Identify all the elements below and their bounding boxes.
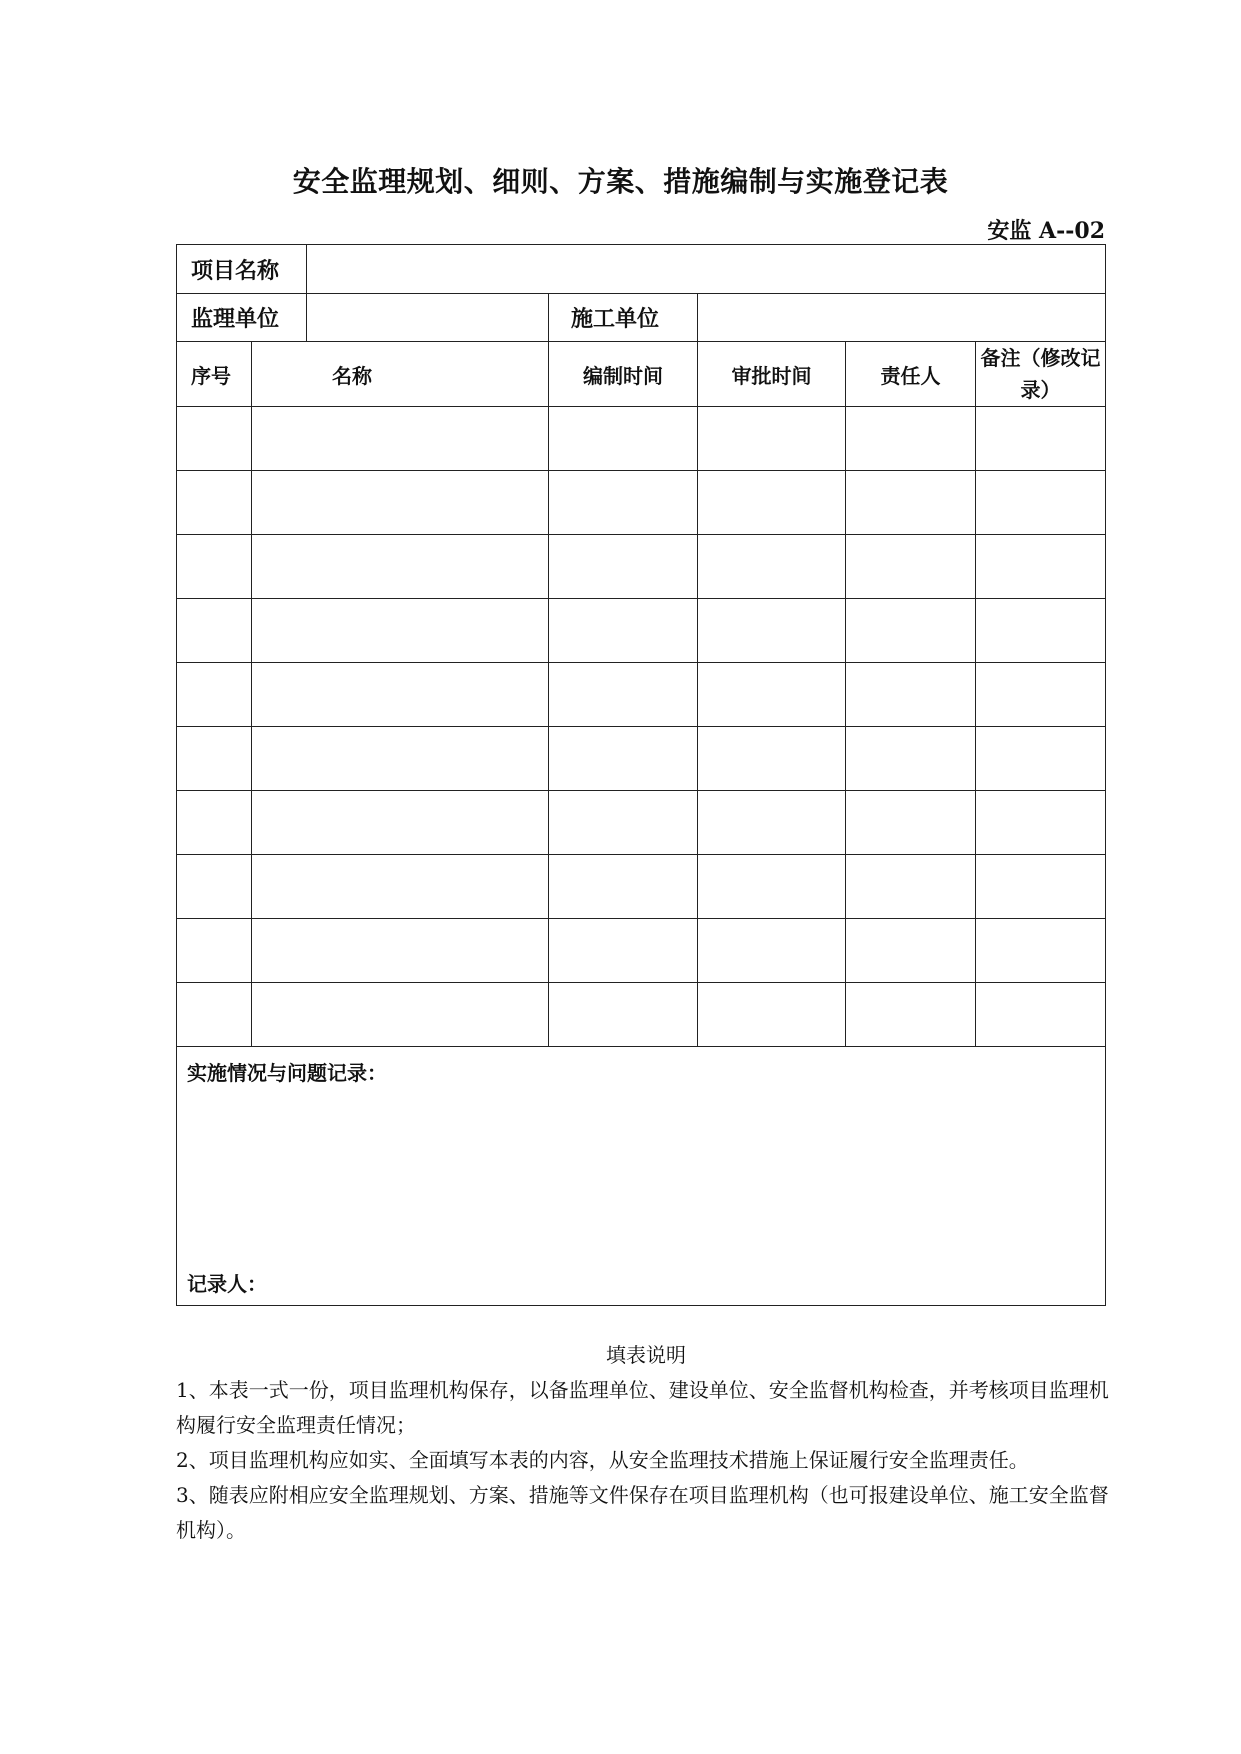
cell-responsible[interactable] bbox=[846, 855, 976, 919]
supervision-unit-label: 监理单位 bbox=[177, 294, 307, 342]
table-row bbox=[177, 407, 1106, 471]
column-header-approval-time: 审批时间 bbox=[698, 342, 846, 407]
form-title: 安全监理规划、细则、方案、措施编制与实施登记表 bbox=[292, 165, 949, 198]
cell-compile-time[interactable] bbox=[549, 983, 698, 1047]
project-name-field[interactable] bbox=[307, 245, 1106, 294]
column-header-remarks bbox=[976, 342, 1106, 407]
construction-unit-label: 施工单位 bbox=[549, 294, 698, 342]
cell-responsible[interactable] bbox=[846, 919, 976, 983]
cell-no[interactable] bbox=[177, 791, 252, 855]
column-header-responsible: 责任人 bbox=[846, 342, 976, 407]
cell-remarks[interactable] bbox=[976, 791, 1106, 855]
table-row bbox=[177, 855, 1106, 919]
project-name-label: 项目名称 bbox=[177, 245, 307, 294]
cell-responsible[interactable] bbox=[846, 663, 976, 727]
recorder-label: 记录人： bbox=[187, 1272, 267, 1296]
cell-remarks[interactable] bbox=[976, 855, 1106, 919]
cell-no[interactable] bbox=[177, 855, 252, 919]
table-row bbox=[177, 983, 1106, 1047]
cell-compile-time[interactable] bbox=[549, 535, 698, 599]
cell-approval-time[interactable] bbox=[698, 407, 846, 471]
instruction-item: 3、随表应附相应安全监理规划、方案、措施等文件保存在项目监理机构（也可报建设单位、施工安全监督机构）。 bbox=[176, 1483, 1109, 1542]
form-code: 安监 A--02 bbox=[987, 218, 1105, 244]
cell-no[interactable] bbox=[177, 599, 252, 663]
cell-compile-time[interactable] bbox=[549, 599, 698, 663]
cell-remarks[interactable] bbox=[976, 919, 1106, 983]
cell-remarks[interactable] bbox=[976, 599, 1106, 663]
table-row bbox=[177, 599, 1106, 663]
cell-compile-time[interactable] bbox=[549, 663, 698, 727]
cell-name[interactable] bbox=[252, 407, 549, 471]
table-row bbox=[177, 663, 1106, 727]
cell-approval-time[interactable] bbox=[698, 919, 846, 983]
cell-name[interactable] bbox=[252, 471, 549, 535]
cell-no[interactable] bbox=[177, 535, 252, 599]
cell-compile-time[interactable] bbox=[549, 471, 698, 535]
column-header-name: 名称 bbox=[252, 342, 549, 407]
cell-approval-time[interactable] bbox=[698, 855, 846, 919]
cell-compile-time[interactable] bbox=[549, 919, 698, 983]
cell-remarks[interactable] bbox=[976, 471, 1106, 535]
cell-remarks[interactable] bbox=[976, 663, 1106, 727]
cell-responsible[interactable] bbox=[846, 791, 976, 855]
table-row bbox=[177, 471, 1106, 535]
cell-name[interactable] bbox=[252, 919, 549, 983]
data-rows bbox=[177, 407, 1106, 1047]
cell-responsible[interactable] bbox=[846, 727, 976, 791]
cell-approval-time[interactable] bbox=[698, 663, 846, 727]
cell-name[interactable] bbox=[252, 599, 549, 663]
cell-remarks[interactable] bbox=[976, 727, 1106, 791]
cell-compile-time[interactable] bbox=[549, 407, 698, 471]
cell-responsible[interactable] bbox=[846, 599, 976, 663]
cell-remarks[interactable] bbox=[976, 407, 1106, 471]
column-header-no: 序号 bbox=[177, 342, 252, 407]
table-row bbox=[177, 791, 1106, 855]
cell-name[interactable] bbox=[252, 983, 549, 1047]
cell-compile-time[interactable] bbox=[549, 727, 698, 791]
records-label: 实施情况与问题记录： bbox=[187, 1061, 387, 1085]
remarks-header-text: 备注（修改记录） bbox=[980, 346, 1101, 402]
cell-no[interactable] bbox=[177, 919, 252, 983]
cell-name[interactable] bbox=[252, 855, 549, 919]
table-row bbox=[177, 727, 1106, 791]
cell-no[interactable] bbox=[177, 407, 252, 471]
filling-instructions bbox=[176, 1338, 1116, 1548]
cell-approval-time[interactable] bbox=[698, 983, 846, 1047]
cell-no[interactable] bbox=[177, 727, 252, 791]
cell-name[interactable] bbox=[252, 791, 549, 855]
construction-unit-field[interactable] bbox=[698, 294, 1106, 342]
cell-approval-time[interactable] bbox=[698, 471, 846, 535]
cell-no[interactable] bbox=[177, 471, 252, 535]
cell-approval-time[interactable] bbox=[698, 535, 846, 599]
cell-responsible[interactable] bbox=[846, 535, 976, 599]
cell-responsible[interactable] bbox=[846, 471, 976, 535]
cell-name[interactable] bbox=[252, 663, 549, 727]
table-row bbox=[177, 919, 1106, 983]
cell-remarks[interactable] bbox=[976, 983, 1106, 1047]
instructions-title: 填表说明 bbox=[606, 1343, 686, 1367]
instruction-item: 2、项目监理机构应如实、全面填写本表的内容，从安全监理技术措施上保证履行安全监理责任。 bbox=[176, 1448, 1029, 1472]
cell-responsible[interactable] bbox=[846, 983, 976, 1047]
column-header-compile-time: 编制时间 bbox=[549, 342, 698, 407]
supervision-unit-field[interactable] bbox=[307, 294, 549, 342]
cell-no[interactable] bbox=[177, 983, 252, 1047]
cell-no[interactable] bbox=[177, 663, 252, 727]
cell-name[interactable] bbox=[252, 535, 549, 599]
instruction-item: 1、本表一式一份，项目监理机构保存，以备监理单位、建设单位、安全监督机构检查，并考核项目监理机构履行安全监理责任情况； bbox=[176, 1378, 1109, 1437]
registration-table bbox=[176, 244, 1106, 1306]
cell-compile-time[interactable] bbox=[549, 855, 698, 919]
cell-approval-time[interactable] bbox=[698, 791, 846, 855]
cell-approval-time[interactable] bbox=[698, 727, 846, 791]
records-area[interactable] bbox=[177, 1047, 1106, 1306]
cell-approval-time[interactable] bbox=[698, 599, 846, 663]
cell-compile-time[interactable] bbox=[549, 791, 698, 855]
table-row bbox=[177, 535, 1106, 599]
cell-name[interactable] bbox=[252, 727, 549, 791]
cell-remarks[interactable] bbox=[976, 535, 1106, 599]
cell-responsible[interactable] bbox=[846, 407, 976, 471]
